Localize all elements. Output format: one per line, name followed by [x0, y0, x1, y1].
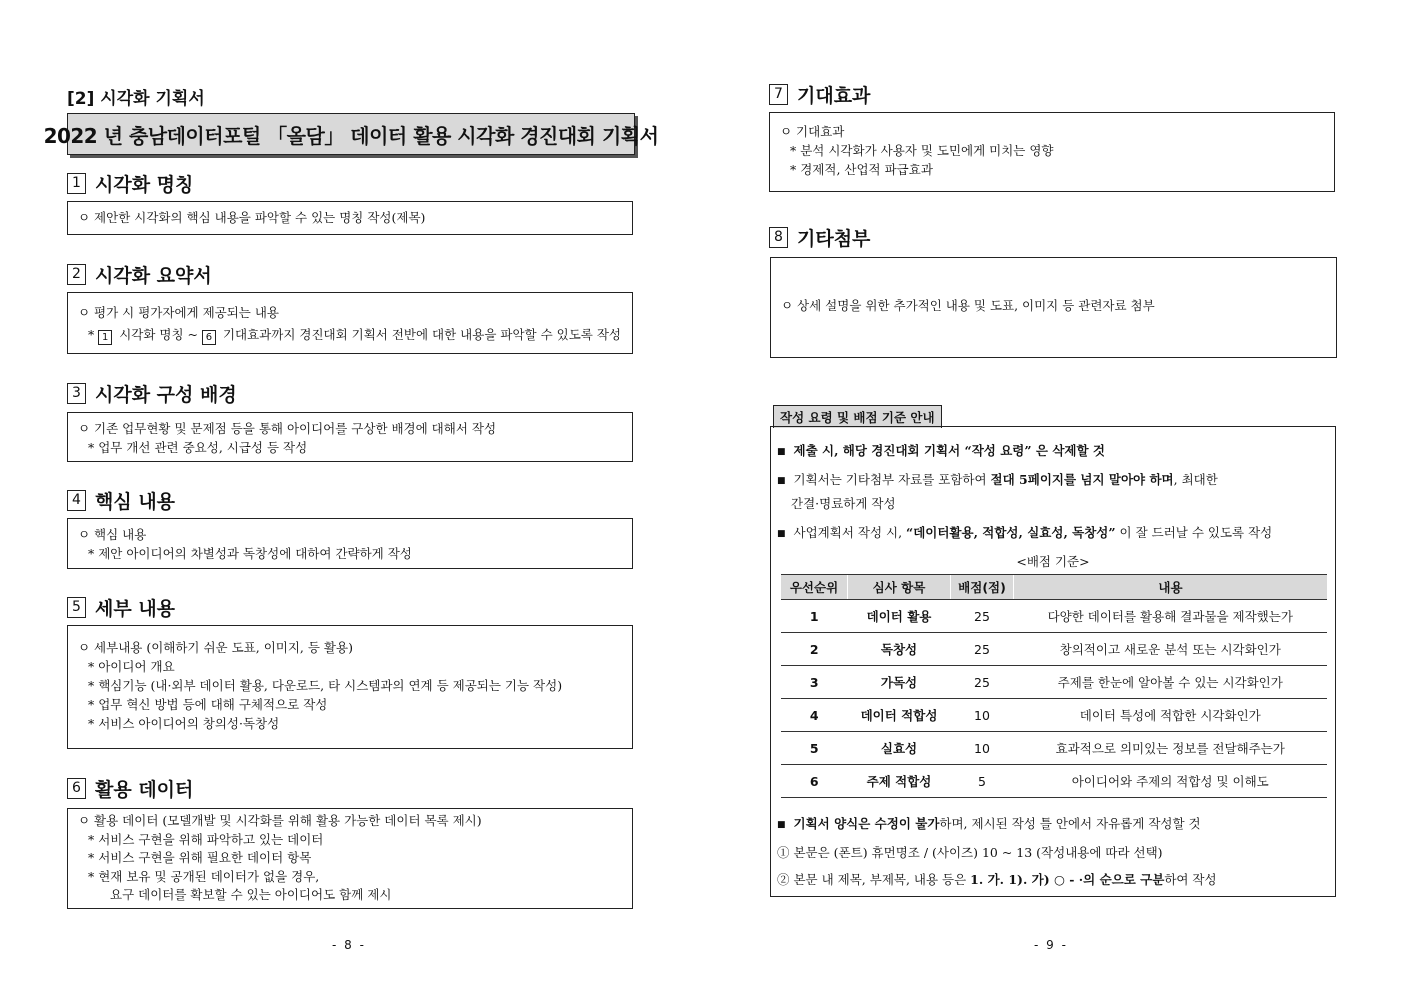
table-cell: 10 — [951, 699, 1014, 732]
box-line: * 서비스 구현을 위해 파악하고 있는 데이터 — [88, 831, 324, 847]
box-line: * 아이디어 개요 — [88, 659, 175, 674]
table-header: 내용 — [1014, 575, 1328, 600]
section-6-heading — [67, 775, 193, 802]
guide-bullet-4 — [777, 814, 1329, 832]
table-header: 우선순위 — [781, 575, 848, 600]
table-row — [781, 699, 1327, 732]
table-cell: 5 — [951, 765, 1014, 798]
table-header-row — [781, 575, 1327, 600]
page-number: - 8 - — [332, 938, 366, 952]
box-line: * 업무 개선 관련 중요성, 시급성 등 작성 — [88, 440, 308, 455]
table-row — [781, 633, 1327, 666]
section-number: 7 — [769, 84, 788, 105]
section-title: 시각화 구성 배경 — [95, 384, 237, 406]
section-number: 4 — [67, 490, 86, 511]
table-cell: 10 — [951, 732, 1014, 765]
square-bullet-icon: ■ — [777, 447, 786, 457]
box-line: ㅇ 핵심 내용 — [78, 527, 147, 542]
square-bullet-icon: ■ — [777, 529, 786, 539]
table-cell: 4 — [781, 699, 848, 732]
box-line: ㅇ 기존 업무현황 및 문제점 등을 통해 아이디어를 구상한 배경에 대해서 작성 — [78, 421, 497, 436]
summary-text: 시각화 명칭 ~ — [115, 327, 202, 342]
box-line: ㅇ 평가 시 평가자에게 제공되는 내용 — [78, 305, 279, 320]
section-5-heading — [67, 594, 175, 621]
bullet-text: 기획서는 기타첨부 자료를 포함하여 — [793, 472, 991, 487]
table-row — [781, 765, 1327, 798]
section-1-box — [67, 201, 633, 235]
table-row — [781, 666, 1327, 699]
table-cell: 1 — [781, 600, 848, 633]
section-number: 8 — [769, 227, 788, 248]
table-row — [781, 732, 1327, 765]
box-line: 요구 데이터를 확보할 수 있는 아이디어도 함께 제시 — [110, 887, 392, 902]
page-number: - 9 - — [1034, 938, 1068, 952]
box-line: ㅇ 세부내용 (이해하기 쉬운 도표, 이미지, 등 활용) — [78, 640, 353, 655]
section-title: 시각화 명칭 — [95, 174, 194, 196]
summary-line — [78, 324, 622, 346]
box-line: ㅇ 제안한 시각화의 핵심 내용을 파악할 수 있는 명칭 작성(제목) — [78, 210, 426, 225]
box-line: ㅇ 활용 데이터 (모델개발 및 시각화를 위해 활용 가능한 데이터 목록 제시) — [78, 813, 482, 828]
right-page — [702, 0, 1403, 992]
guide-bullet-1 — [777, 441, 1329, 459]
section-1-heading — [67, 170, 193, 197]
box-line: ㅇ 기대효과 — [780, 124, 845, 139]
bullet-text-bold: 기획서 양식은 수정이 불가 — [793, 816, 940, 831]
bullet-text: 하며, 제시된 작성 틀 안에서 자유롭게 작성할 것 — [939, 816, 1201, 831]
table-cell: 주제를 한눈에 알아볼 수 있는 시각화인가 — [1014, 666, 1328, 699]
sub-heading: [2] 시각화 기획서 — [67, 89, 205, 109]
table-cell: 효과적으로 의미있는 정보를 전달해주는가 — [1014, 732, 1328, 765]
section-title: 세부 내용 — [95, 598, 176, 620]
section-title: 기타첨부 — [797, 228, 871, 250]
table-cell: 데이터 활용 — [848, 600, 951, 633]
note-text: 하여 작성 — [1164, 872, 1217, 887]
score-table — [781, 574, 1327, 798]
bullet-text-bold: “데이터활용, 적합성, 실효성, 독창성” — [906, 525, 1116, 540]
left-page — [0, 0, 700, 992]
guide-note-2 — [777, 870, 1329, 888]
box-line: * 서비스 구현을 위해 필요한 데이터 항목 — [88, 850, 312, 865]
table-cell: 다양한 데이터를 활용해 결과물을 제작했는가 — [1014, 600, 1328, 633]
section-number: 3 — [67, 383, 86, 404]
section-3-heading — [67, 380, 237, 407]
section-title: 기대효과 — [797, 85, 871, 107]
section-4-heading — [67, 487, 175, 514]
square-bullet-icon: ■ — [777, 820, 786, 830]
bullet-text: 사업계획서 작성 시, — [793, 525, 907, 540]
section-8-heading — [769, 224, 870, 251]
table-cell: 25 — [951, 600, 1014, 633]
table-cell: 3 — [781, 666, 848, 699]
section-title: 활용 데이터 — [95, 779, 194, 801]
table-cell: 2 — [781, 633, 848, 666]
box-line: * 핵심기능 (내·외부 데이터 활용, 다운로드, 타 시스템과의 연계 등 제공되는 기능 작성) — [88, 678, 563, 693]
bullet-text-bold: 절대 5페이지를 넘지 말아야 하며 — [990, 472, 1174, 487]
section-6-box — [67, 808, 633, 909]
table-row — [781, 600, 1327, 633]
table-header: 배점(점) — [951, 575, 1014, 600]
table-header: 심사 항목 — [848, 575, 951, 600]
summary-text: 기대효과까지 경진대회 기획서 전반에 대한 내용을 파악할 수 있도록 작성 — [218, 327, 621, 342]
box-line: * 경제적, 산업적 파급효과 — [790, 162, 933, 177]
section-5-box — [67, 625, 633, 749]
table-cell: 데이터 특성에 적합한 시각화인가 — [1014, 699, 1328, 732]
box-line: * 현재 보유 및 공개된 데이터가 없을 경우, — [88, 868, 320, 884]
section-8-box — [770, 257, 1337, 358]
table-cell: 실효성 — [848, 732, 951, 765]
section-4-box — [67, 518, 633, 569]
table-cell: 독창성 — [848, 633, 951, 666]
section-number: 1 — [67, 173, 86, 194]
criteria-caption: <배점 기준> — [1016, 554, 1090, 569]
guide-bullet-2 — [777, 470, 1329, 488]
box-line: * 서비스 아이디어의 창의성·독창성 — [88, 716, 280, 731]
table-cell: 가독성 — [848, 666, 951, 699]
table-cell: 25 — [951, 666, 1014, 699]
note-text-bold: 1. 가. 1). 가) ○ - ·의 순으로 구분 — [970, 872, 1165, 887]
guide-bullet-2-cont: 간결·명료하게 작성 — [791, 496, 896, 511]
section-7-box — [769, 112, 1335, 192]
section-number: 5 — [67, 597, 86, 618]
box-line: * 분석 시각화가 사용자 및 도민에게 미치는 영향 — [790, 143, 1054, 158]
table-cell: 주제 적합성 — [848, 765, 951, 798]
section-ref-box: 6 — [202, 330, 216, 345]
table-cell: 6 — [781, 765, 848, 798]
square-bullet-icon: ■ — [777, 476, 786, 486]
guide-bullet-3 — [777, 523, 1329, 541]
section-title: 핵심 내용 — [95, 491, 176, 513]
table-cell: 25 — [951, 633, 1014, 666]
section-7-heading — [769, 81, 870, 108]
guide-tab: 작성 요령 및 배점 기준 안내 — [773, 405, 942, 428]
note-text: ② 본문 내 제목, 부제목, 내용 등은 — [777, 872, 971, 887]
section-number: 2 — [67, 264, 86, 285]
box-line: ㅇ 상세 설명을 위한 추가적인 내용 및 도표, 이미지 등 관련자료 첨부 — [781, 298, 1155, 313]
guide-note-1: ① 본문은 (폰트) 휴먼명조 / (사이즈) 10 ~ 13 (작성내용에 따라 선택) — [777, 845, 1163, 860]
main-title: 2022 년 충남데이터포털 「올담」 데이터 활용 시각화 경진대회 기획서 — [67, 113, 635, 155]
section-2-box — [67, 292, 633, 354]
section-2-heading — [67, 261, 212, 288]
bullet-text: 이 잘 드러날 수 있도록 작성 — [1115, 525, 1273, 540]
bullet-text: , 최대한 — [1173, 472, 1218, 487]
box-line: * 제안 아이디어의 차별성과 독창성에 대하여 간략하게 작성 — [88, 546, 412, 561]
table-cell: 데이터 적합성 — [848, 699, 951, 732]
guide-box — [770, 426, 1336, 897]
bullet-text: 제출 시, 해당 경진대회 기획서 “작성 요령” 은 삭제할 것 — [793, 443, 1105, 458]
table-cell: 아이디어와 주제의 적합성 및 이해도 — [1014, 765, 1328, 798]
table-cell: 5 — [781, 732, 848, 765]
section-ref-box: 1 — [98, 330, 112, 345]
section-3-box — [67, 412, 633, 462]
box-line: * 업무 혁신 방법 등에 대해 구체적으로 작성 — [88, 697, 328, 712]
section-number: 6 — [67, 778, 86, 799]
summary-prefix: * — [88, 327, 99, 342]
table-cell: 창의적이고 새로운 분석 또는 시각화인가 — [1014, 633, 1328, 666]
section-title: 시각화 요약서 — [95, 265, 212, 287]
